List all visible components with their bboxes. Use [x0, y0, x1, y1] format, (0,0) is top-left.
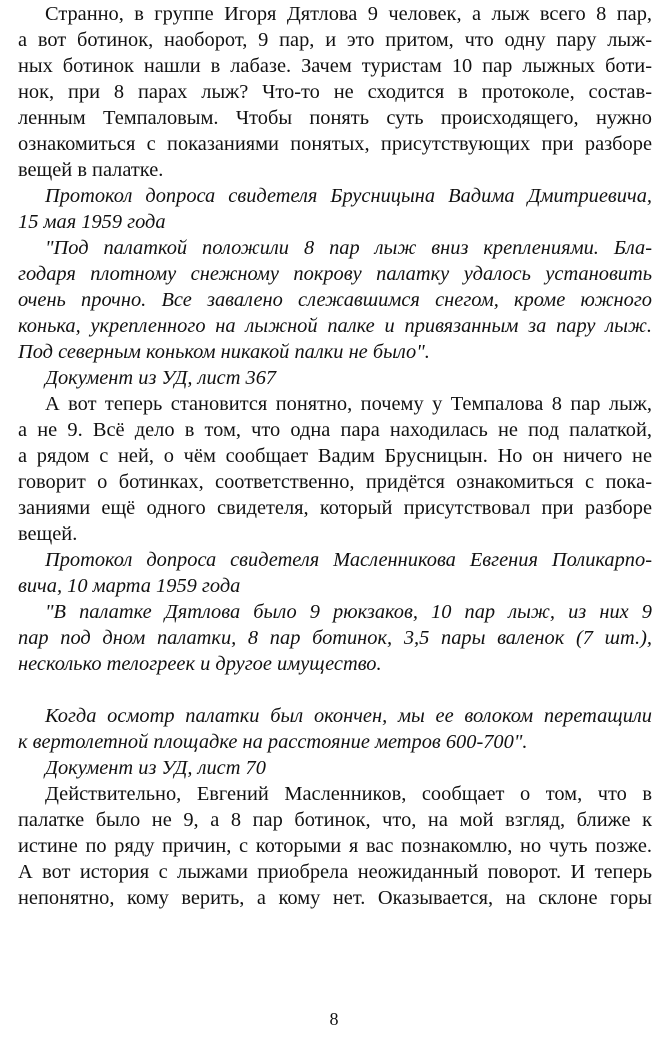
quote-line: к вертолетной площадке на расстояние метров 600-700".: [18, 731, 528, 753]
text-line: непонятно, кому верить, а кому нет. Оказывается, на склоне горы: [18, 887, 652, 909]
protocol-heading: Протокол допроса свидетеля Масленникова Евгения Поликарпо-: [45, 549, 652, 571]
quote-line: "В палатке Дятлова было 9 рюкзаков, 10 пар лыж, из них 9: [45, 601, 652, 623]
protocol-heading: 15 мая 1959 года: [18, 211, 166, 233]
quote-line: "Под палаткой положили 8 пар лыж вниз креплениями. Бла-: [45, 237, 652, 259]
text-line: Действительно, Евгений Масленников, сообщает о том, что в: [45, 783, 652, 805]
quote-line: конька, укрепленного на лыжной палке и привязанным за пару лыж.: [18, 315, 652, 337]
quote-line: годаря плотному снежному покрову палатку удалось установить: [18, 263, 652, 285]
quote-line: пар под дном палатки, 8 пар ботинок, 3,5 пары валенок (7 шт.),: [18, 627, 652, 649]
text-line: ных ботинок нашли в лабазе. Зачем туристам 10 пар лыжных боти-: [18, 55, 652, 77]
text-line: ленным Темпаловым. Чтобы понять суть происходящего, нужно: [18, 107, 652, 129]
text-line: ознакомиться с показаниями понятых, присутствующих при разборе: [18, 133, 652, 155]
text-line: а вот ботинок, наоборот, 9 пар, и это притом, что одну пару лыж-: [18, 29, 652, 51]
text-line: вещей.: [18, 523, 78, 545]
text-line: говорит о ботинках, соответственно, придётся ознакомиться с пока-: [18, 471, 652, 493]
text-line: заниями ещё одного свидетеля, который присутствовал при разборе: [18, 497, 652, 519]
text-line: Странно, в группе Игоря Дятлова 9 человек, а лыж всего 8 пар,: [45, 3, 652, 25]
page-number: 8: [329, 1009, 339, 1029]
protocol-heading: Протокол допроса свидетеля Брусницына Вадима Дмитриевича,: [45, 185, 652, 207]
quote-line: несколько телогреек и другое имущество.: [18, 653, 382, 675]
text-line: а не 9. Всё дело в том, что одна пара находилась не под палаткой,: [18, 419, 652, 441]
text-line: истине по ряду причин, с которыми я вас познакомлю, но чуть позже.: [18, 835, 652, 857]
document-reference: Документ из УД, лист 70: [45, 757, 266, 779]
text-line: А вот история с лыжами приобрела неожиданный поворот. И теперь: [18, 861, 652, 883]
text-line: а рядом с ней, о чём сообщает Вадим Брусницын. Но он ничего не: [18, 445, 652, 467]
quote-line: Когда осмотр палатки был окончен, мы ее волоком перетащили: [45, 705, 652, 727]
quote-line: Под северным коньком никакой палки не было".: [18, 341, 430, 363]
protocol-heading: вича, 10 марта 1959 года: [18, 575, 241, 597]
quote-line: очень прочно. Все завалено слежавшимся снегом, кроме южного: [18, 289, 652, 311]
text-line: А вот теперь становится понятно, почему у Темпалова 8 пар лыж,: [45, 393, 652, 415]
text-line: вещей в палатке.: [18, 159, 164, 181]
text-line: нок, при 8 парах лыж? Что-то не сходится в протоколе, состав-: [18, 81, 652, 103]
text-line: палатке было не 9, а 8 пар ботинок, что, на мой взгляд, ближе к: [18, 809, 652, 831]
document-reference: Документ из УД, лист 367: [45, 367, 277, 389]
